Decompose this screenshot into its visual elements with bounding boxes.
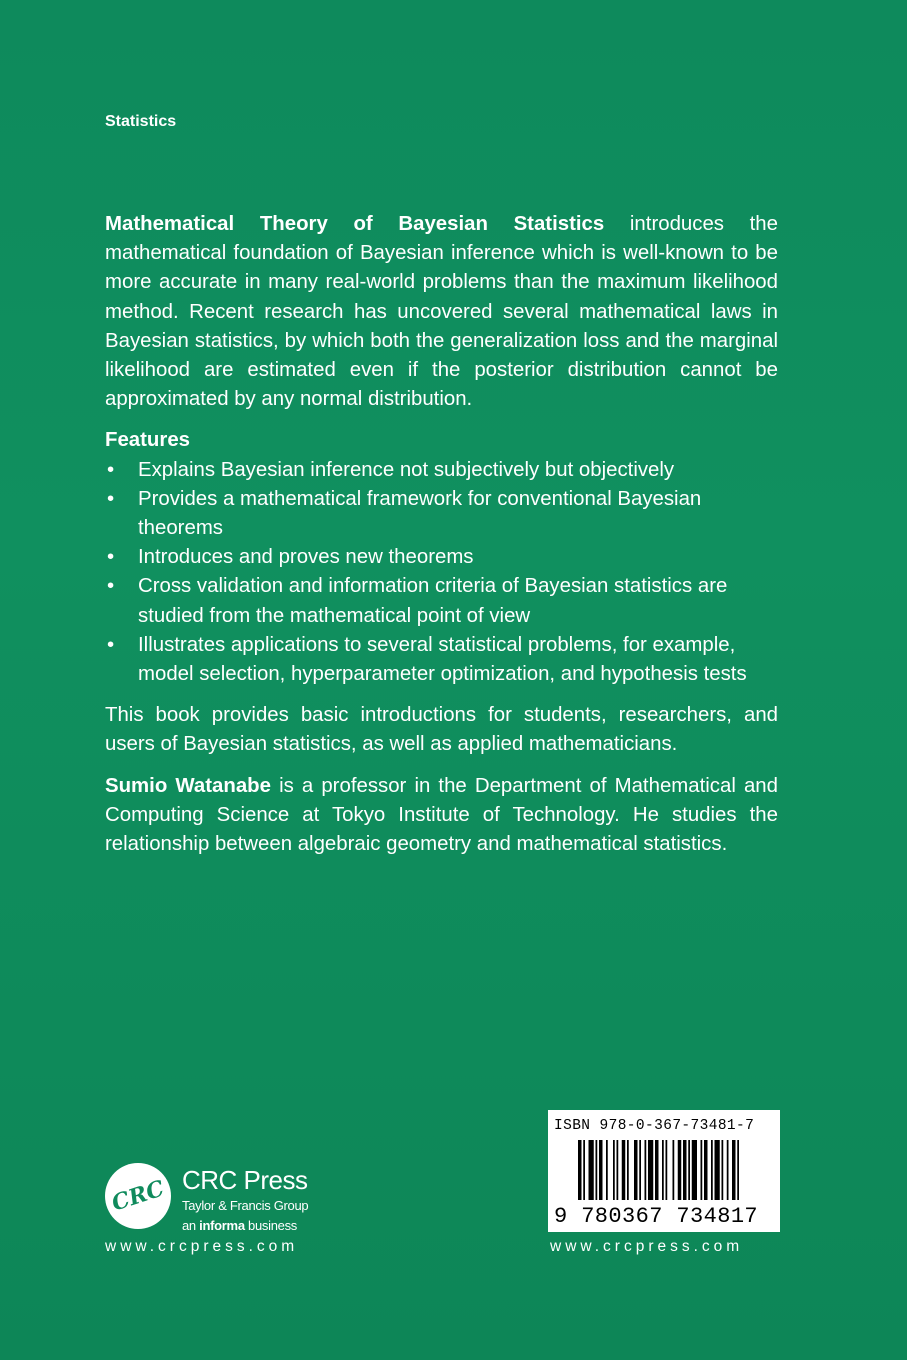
barcode-bar <box>622 1140 626 1200</box>
barcode-bar <box>678 1140 682 1200</box>
website-right[interactable]: www.crcpress.com <box>550 1238 744 1255</box>
author-paragraph <box>105 772 778 860</box>
barcode-bar <box>655 1140 659 1200</box>
barcode-bar <box>599 1140 603 1200</box>
author-bio: is a professor in the Department of Mathematical and Computing Science at Tokyo Institute of Technology. He studies the relationship between algebraic geometry and mathematical statistics. <box>105 774 778 856</box>
publisher-informa: an informa business <box>182 1218 297 1233</box>
crc-logo-text: CRC <box>108 1175 168 1217</box>
isbn-barcode <box>548 1110 780 1232</box>
barcode-bar <box>648 1140 653 1200</box>
features-list <box>105 456 778 690</box>
author-name: Sumio Watanabe <box>105 774 271 797</box>
bullet-icon: • <box>107 487 115 510</box>
barcode-bar <box>666 1140 668 1200</box>
barcode-bar <box>596 1140 598 1200</box>
barcode-bar <box>711 1140 713 1200</box>
barcode-bar <box>701 1140 703 1200</box>
feature-item: • Illustrates applications to several statistical problems, for example, model selection, hyperparameter optimization, and hypothesis tests <box>105 631 778 689</box>
barcode-bar <box>737 1140 739 1200</box>
crc-logo-icon <box>105 1163 171 1229</box>
barcode-bar <box>662 1140 664 1200</box>
barcode-bar <box>715 1140 720 1200</box>
publisher-group: Taylor & Francis Group <box>182 1198 309 1213</box>
bullet-icon: • <box>107 546 115 569</box>
category-label: Statistics <box>105 113 177 130</box>
barcode-bar <box>692 1140 697 1200</box>
isbn-label: ISBN 978-0-367-73481-7 <box>554 1118 755 1134</box>
barcode-bar <box>727 1140 729 1200</box>
features-heading: Features <box>105 429 190 452</box>
barcode-bar <box>673 1140 675 1200</box>
barcode-bar <box>578 1140 582 1200</box>
audience-paragraph: This book provides basic introductions for students, researchers, and users of Bayesian statistics, as well as applied mathematicians. <box>105 704 778 756</box>
book-title: Mathematical Theory of Bayesian Statistics <box>105 213 605 235</box>
barcode-bar <box>627 1140 629 1200</box>
intro-paragraph <box>105 210 778 414</box>
barcode-digits: 9 780367 734817 <box>554 1204 759 1229</box>
barcode-bar <box>617 1140 619 1200</box>
barcode-bar <box>688 1140 690 1200</box>
feature-item: • Cross validation and information criteria of Bayesian statistics are studied from the mathematical point of view <box>105 572 778 630</box>
feature-item: • Provides a mathematical framework for conventional Bayesian theorems <box>105 485 778 543</box>
barcode-bar <box>639 1140 641 1200</box>
barcode-bar <box>683 1140 687 1200</box>
description-block <box>105 210 778 859</box>
barcode-bar <box>583 1140 585 1200</box>
barcode-bar <box>613 1140 615 1200</box>
publisher-name: CRC Press <box>182 1165 308 1195</box>
barcode-bar <box>732 1140 736 1200</box>
feature-item: • Introduces and proves new theorems <box>105 543 778 572</box>
barcode-bar <box>606 1140 608 1200</box>
bullet-icon: • <box>107 633 115 656</box>
intro-text: introduces the mathematical foundation of Bayesian inference which is well-known to be more accurate in many real-world problems than the maximum likelihood method. Recent research has uncovered several mathematical laws in Bayesian statistics, by which both the generalization loss and the marginal likelihood are estimated even if the posterior distribution cannot be approximated by any normal distribution. <box>105 213 778 411</box>
barcode-bar <box>704 1140 708 1200</box>
barcode-bar <box>722 1140 724 1200</box>
publisher-website[interactable]: www.crcpress.com <box>105 1238 299 1255</box>
bullet-icon: • <box>107 458 115 481</box>
barcode-bar <box>634 1140 638 1200</box>
bullet-icon: • <box>107 575 115 598</box>
barcode-bar <box>589 1140 594 1200</box>
barcode-bar <box>645 1140 647 1200</box>
feature-item: • Explains Bayesian inference not subjectively but objectively <box>105 456 778 485</box>
